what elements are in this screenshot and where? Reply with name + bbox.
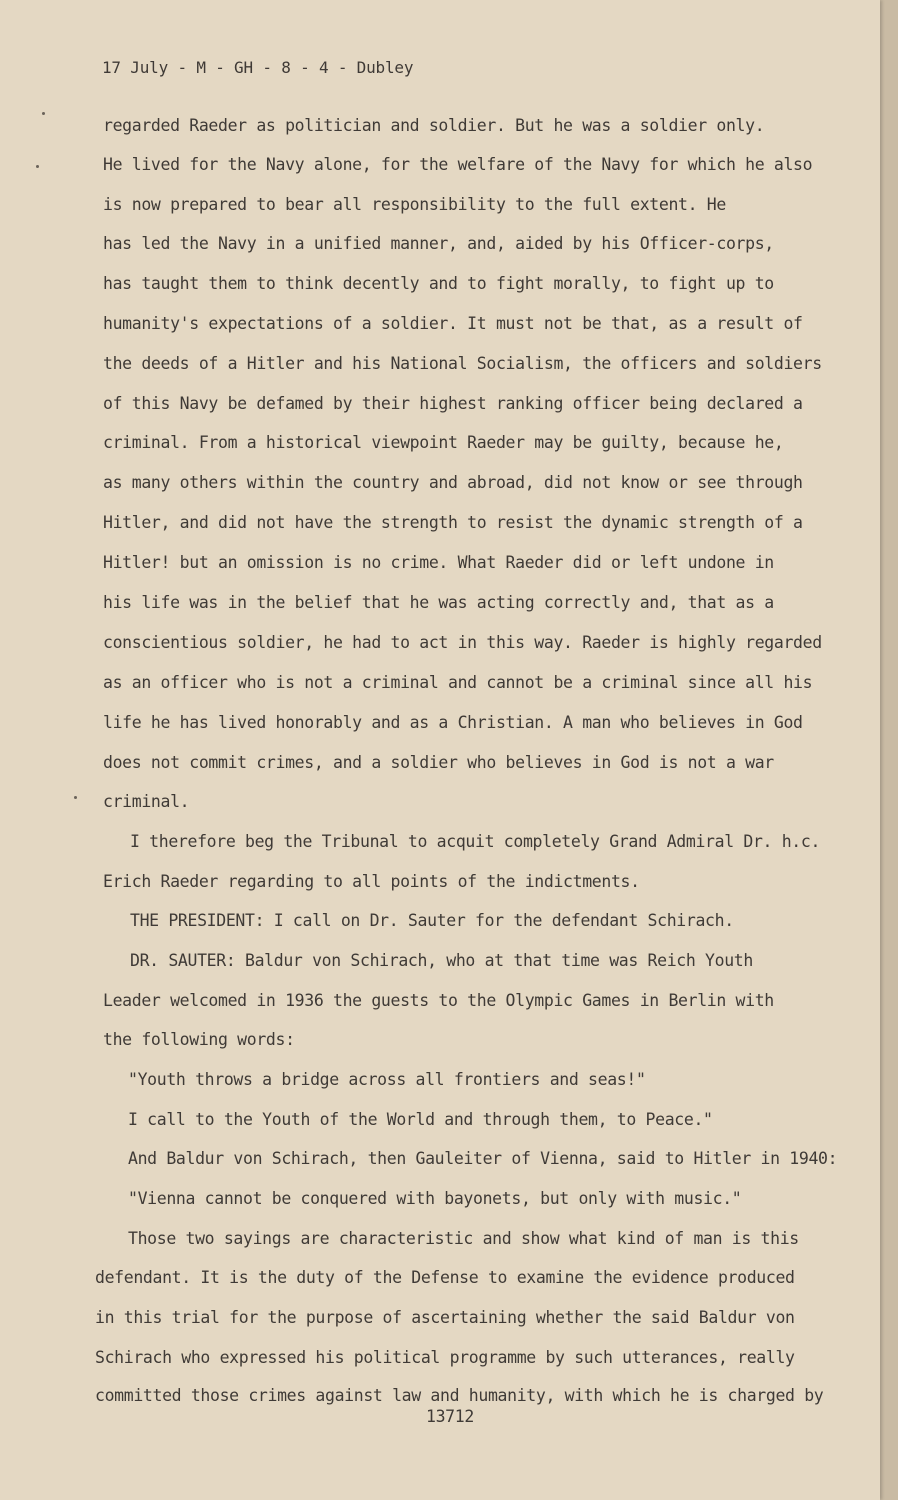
text-line: Hitler, and did not have the strength to resist the dynamic strength of a xyxy=(103,513,803,532)
text-line: life he has lived honorably and as a Christian. A man who believes in God xyxy=(103,713,803,732)
text-line: committed those crimes against law and humanity, with which he is charged by xyxy=(95,1386,824,1405)
text-line: Those two sayings are characteristic and show what kind of man is this xyxy=(128,1229,799,1248)
text-line: does not commit crimes, and a soldier who believes in God is not a war xyxy=(103,753,774,772)
text-line: humanity's expectations of a soldier. It must not be that, as a result of xyxy=(103,314,803,333)
text-line: criminal. xyxy=(103,792,190,811)
text-line: the following words: xyxy=(103,1030,295,1049)
text-line: as many others within the country and abroad, did not know or see through xyxy=(103,473,803,492)
text-line: Leader welcomed in 1936 the guests to the Olympic Games in Berlin with xyxy=(103,991,774,1010)
text-line: criminal. From a historical viewpoint Raeder may be guilty, because he, xyxy=(103,433,784,452)
text-line: THE PRESIDENT: I call on Dr. Sauter for the defendant Schirach. xyxy=(130,911,734,930)
page-header: 17 July - M - GH - 8 - 4 - Dubley xyxy=(102,58,414,77)
text-line: of this Navy be defamed by their highest ranking officer being declared a xyxy=(103,394,803,413)
text-line: his life was in the belief that he was acting correctly and, that as a xyxy=(103,593,774,612)
text-line: as an officer who is not a criminal and cannot be a criminal since all his xyxy=(103,673,813,692)
text-line: DR. SAUTER: Baldur von Schirach, who at that time was Reich Youth xyxy=(130,951,753,970)
text-line: conscientious soldier, he had to act in this way. Raeder is highly regarded xyxy=(103,633,822,652)
text-line: in this trial for the purpose of ascertaining whether the said Baldur von xyxy=(95,1308,795,1327)
text-line: I call to the Youth of the World and through them, to Peace." xyxy=(128,1110,713,1129)
text-line: regarded Raeder as politician and soldier. But he was a soldier only. xyxy=(103,116,765,135)
text-line: Hitler! but an omission is no crime. What Raeder did or left undone in xyxy=(103,553,774,572)
text-line: Schirach who expressed his political programme by such utterances, really xyxy=(95,1348,795,1367)
text-line: has led the Navy in a unified manner, and, aided by his Officer-corps, xyxy=(103,234,774,253)
text-line: "Vienna cannot be conquered with bayonets, but only with music." xyxy=(128,1189,742,1208)
text-line: Erich Raeder regarding to all points of the indictments. xyxy=(103,872,640,891)
text-line: He lived for the Navy alone, for the welfare of the Navy for which he also xyxy=(103,155,813,174)
margin-mark xyxy=(74,796,77,799)
text-line: has taught them to think decently and to fight morally, to fight up to xyxy=(103,274,774,293)
text-line: is now prepared to bear all responsibility to the full extent. He xyxy=(103,195,726,214)
margin-mark xyxy=(36,165,39,168)
text-line: the deeds of a Hitler and his National Socialism, the officers and soldiers xyxy=(103,354,822,373)
page-number: 13712 xyxy=(426,1407,474,1426)
text-line: defendant. It is the duty of the Defense to examine the evidence produced xyxy=(95,1268,795,1287)
text-line: I therefore beg the Tribunal to acquit completely Grand Admiral Dr. h.c. xyxy=(130,832,821,851)
margin-mark xyxy=(42,112,45,115)
text-line: "Youth throws a bridge across all frontiers and seas!" xyxy=(128,1070,646,1089)
text-line: And Baldur von Schirach, then Gauleiter of Vienna, said to Hitler in 1940: xyxy=(128,1149,838,1168)
